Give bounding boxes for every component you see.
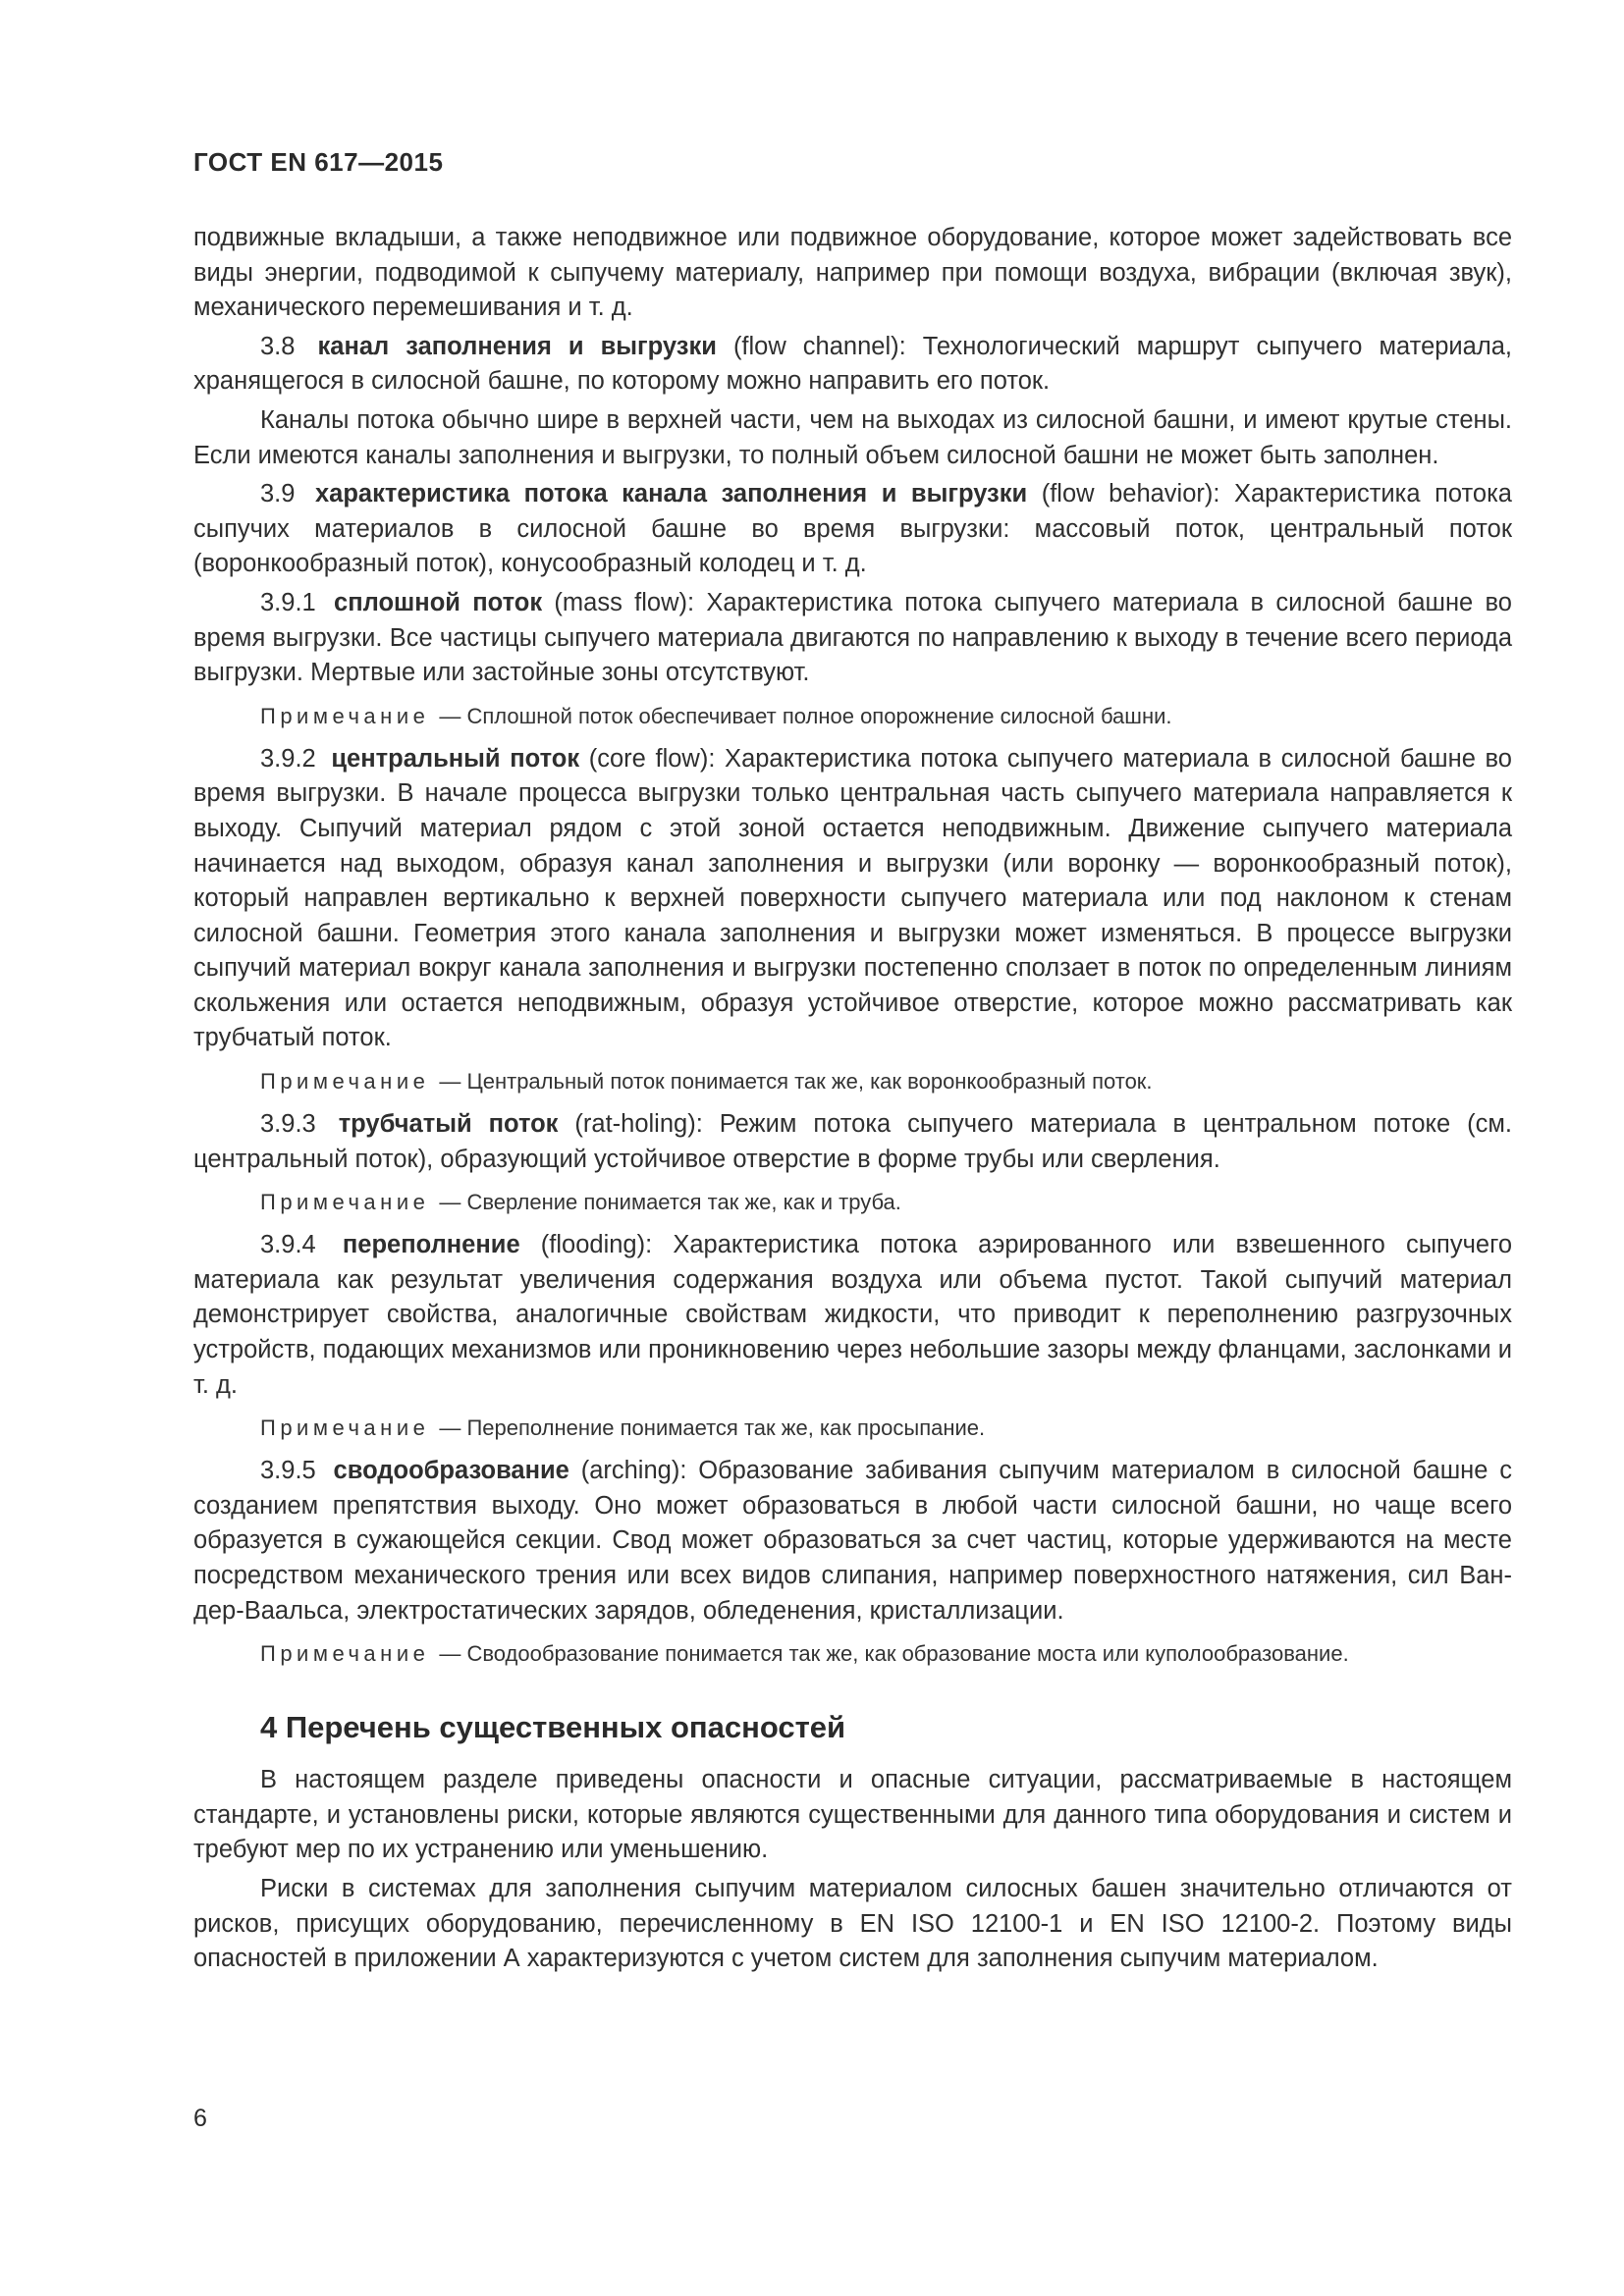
- note-text: — Центральный поток понимается так же, как воронкообразный поток.: [439, 1069, 1153, 1095]
- document-header: ГОСТ EN 617—2015: [193, 147, 444, 177]
- section-4-title: 4 Перечень существенных опасностей: [260, 1710, 846, 1745]
- note-3-9-2: [193, 1067, 1512, 1096]
- term-3-9-3: [193, 1107, 1512, 1177]
- note-text: — Сводообразование понимается так же, как образование моста или куполообразование.: [439, 1641, 1349, 1667]
- term-definition: (core flow): Характеристика потока сыпучего материала в силосной башне во время выгрузки. В начале процесса выгрузки только центральная часть сыпучего материала направляется к выходу. Сыпучий материал рядом с этой зоной остается неподвижным. Движение сыпучего материала начинается над выходом, образуя канал заполнения и выгрузки (или воронку — воронкообразный поток), который направлен вертикально к верхней поверхности сыпучего материала или под наклоном к стенам силосной башни. Геометрия этого канала заполнения и выгрузки может изменяться. В процессе выгрузки сыпучий материал вокруг канала заполнения и выгрузки постепенно сползает в поток по определенным линиям скольжения или остается неподвижным, образуя устойчивое отверстие, которое можно рассматривать как трубчатый поток.: [193, 744, 1512, 1052]
- note-text: — Сплошной поток обеспечивает полное опорожнение силосной башни.: [439, 703, 1172, 728]
- term-3-9-4: [193, 1228, 1512, 1403]
- note-3-9-4: [193, 1414, 1512, 1443]
- note-3-9-3: [193, 1188, 1512, 1217]
- term-definition: (flow behavior): Характеристика потока сыпучих материалов в силосной башне во время выгрузки: массовый поток, центральный поток (воронкообразный поток), конусообразный колодец и т. д.: [193, 480, 1512, 578]
- term-number: 3.9.2: [260, 744, 316, 773]
- term-title: канал заполнения и выгрузки: [317, 332, 717, 360]
- term-number: 3.8: [260, 332, 296, 360]
- term-3-9-5: [193, 1454, 1512, 1629]
- note-text: — Переполнение понимается так же, как просыпание.: [439, 1415, 986, 1441]
- term-definition: (arching): Образование забивания сыпучим материалом в силосной башне с созданием препятствия выходу. Оно может образоваться в любой части силосной башни, но чаще всего образуется в сужающейся секции. Свод может образоваться за счет частиц, которые удерживаются на месте посредством механического трения или всех видов слипания, например поверхностного натяжения, сил Ван-дер-Ваальса, электростатических зарядов, обледенения, кристаллизации.: [193, 1457, 1513, 1625]
- term-title: сводообразование: [333, 1457, 569, 1485]
- document-body: [193, 221, 1512, 1977]
- term-number: 3.9.1: [260, 588, 316, 616]
- page-number: 6: [193, 2105, 207, 2132]
- term-3-8: [193, 330, 1512, 400]
- section-4-paragraph-1: В настоящем разделе приведены опасности и опасные ситуации, рассматриваемые в настоящем стандарте, и установлены риски, которые являются существенными для данного типа оборудования и систем и требуют мер по их устранению или уменьшению.: [193, 1766, 1512, 1864]
- term-title: переполнение: [342, 1231, 520, 1259]
- term-number: 3.9: [260, 480, 296, 508]
- term-title: центральный поток: [331, 744, 580, 773]
- term-title: характеристика потока канала заполнения и выгрузки: [314, 480, 1028, 508]
- term-number: 3.9.4: [260, 1231, 316, 1259]
- term-3-9: [193, 477, 1512, 582]
- note-3-9-1: [193, 702, 1512, 731]
- note-3-9-5: [193, 1639, 1512, 1669]
- term-definition: (rat-holing): Режим потока сыпучего материала в центральном потоке (см. центральный поток), образующий устойчивое отверстие в форме трубы или сверления.: [193, 1110, 1512, 1173]
- note-label: Примечание: [260, 1069, 430, 1095]
- term-3-9-1: [193, 586, 1512, 691]
- term-definition: (flooding): Характеристика потока аэрированного или взвешенного сыпучего материала как результат увеличения содержания воздуха или объема пустот. Такой сыпучий материал демонстрирует свойства, аналогичные свойствам жидкости, что приводит к переполнению разгрузочных устройств, подающих механизмов или проникновению через небольшие зазоры между фланцами, заслонками и т. д.: [193, 1231, 1513, 1399]
- term-title: трубчатый поток: [338, 1110, 559, 1139]
- term-definition: (mass flow): Характеристика потока сыпучего материала в силосной башне во время выгрузки. Все частицы сыпучего материала двигаются по направлению к выходу в течение всего периода выгрузки. Мертвые или застойные зоны отсутствуют.: [193, 588, 1512, 687]
- term-3-8-extra: Каналы потока обычно шире в верхней части, чем на выходах из силосной башни, и имеют крутые стены. Если имеются каналы заполнения и выгрузки, то полный объем силосной башни не может быть заполнен.: [193, 405, 1512, 469]
- term-number: 3.9.5: [260, 1457, 316, 1485]
- term-definition: (flow channel): Технологический маршрут сыпучего материала, хранящегося в силосной башне, по которому можно направить его поток.: [193, 332, 1513, 396]
- note-text: — Сверление понимается так же, как и труба.: [439, 1190, 901, 1215]
- section-4-paragraph-2: Риски в системах для заполнения сыпучим материалом силосных башен значительно отличаются от рисков, присущих оборудованию, перечисленному в EN ISO 12100-1 и EN ISO 12100-2. Поэтому виды опасностей в приложении А характеризуются с учетом систем для заполнения сыпучим материалом.: [193, 1874, 1512, 1973]
- note-label: Примечание: [260, 1641, 430, 1667]
- term-number: 3.9.3: [260, 1110, 316, 1139]
- note-label: Примечание: [260, 703, 430, 728]
- term-title: сплошной поток: [334, 588, 543, 616]
- intro-paragraph: подвижные вкладыши, а также неподвижное или подвижное оборудование, которое может задействовать все виды энергии, подводимой к сыпучему материалу, например при помощи воздуха, вибрации (включая звук), механического перемешивания и т. д.: [193, 224, 1512, 322]
- note-label: Примечание: [260, 1190, 430, 1215]
- term-3-9-2: [193, 742, 1512, 1056]
- note-label: Примечание: [260, 1415, 430, 1441]
